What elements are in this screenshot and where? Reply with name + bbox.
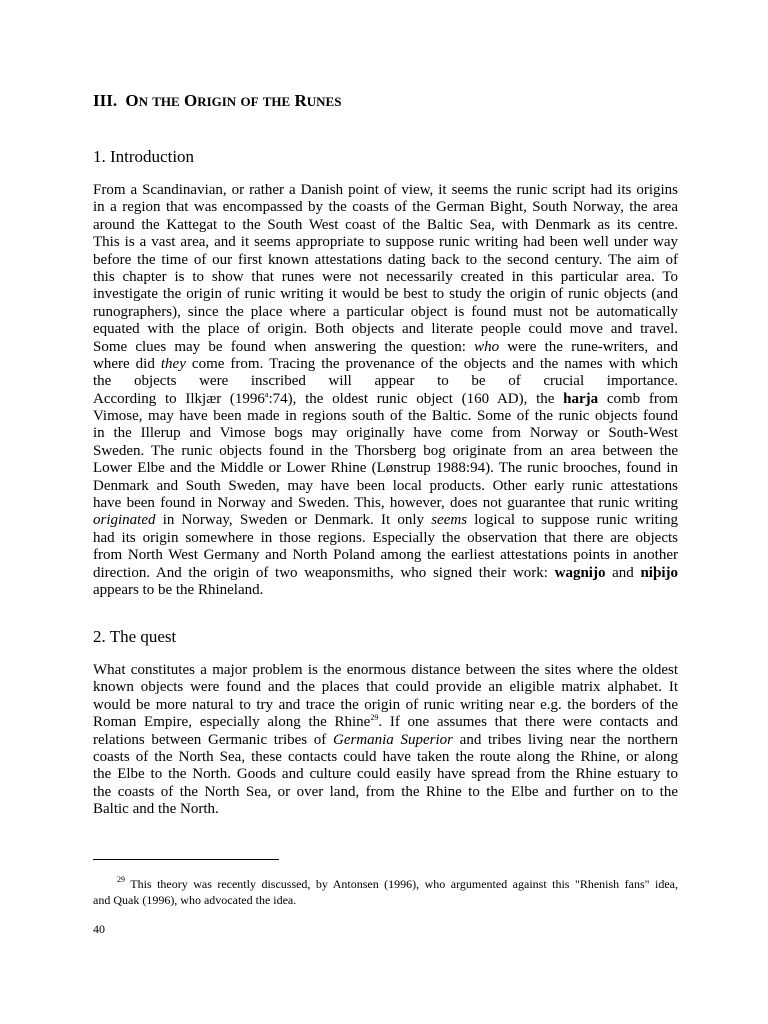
- text-line: [93, 732, 678, 749]
- text-run: the objects were inscribed will appear to be of crucial importance.: [93, 373, 678, 390]
- text-line: [93, 286, 678, 303]
- text-line: [93, 478, 678, 495]
- text-line: [93, 582, 678, 599]
- text-run: in Norway, Sweden or Denmark. It only: [155, 512, 432, 529]
- text-run: From a Scandinavian, or rather a Danish point of view, it seems the runic script had its origins: [93, 182, 678, 198]
- footnote-marker: 29: [117, 875, 125, 884]
- text-run: come from. Tracing the provenance of the objects and the names with which: [185, 355, 678, 372]
- title-smallcaps: OF: [240, 94, 259, 109]
- text-line: [93, 304, 678, 321]
- text-run: appears to be the Rhineland.: [93, 581, 264, 598]
- section-heading-introduction: 1. Introduction: [93, 147, 195, 166]
- text-run: This is a vast area, and it seems appropriate to suppose runic writing had been well under way: [93, 234, 678, 251]
- footnote-text-1: This theory was recently discussed, by Antonsen (1996), who argumented against this "Rhenish fans" idea,: [130, 877, 678, 891]
- text-line: [93, 234, 678, 251]
- text-run: equated with the place of origin. Both objects and literate people could move and travel.: [93, 321, 678, 338]
- text-run: the coasts of the North Sea, or over land, from the Rhine to the Elbe and further on to the: [93, 783, 678, 800]
- text-run: the Elbe to the North. Goods and culture could easily have spread from the Rhine estuary to: [93, 766, 678, 783]
- text-line: [93, 373, 678, 390]
- text-run: from North West Germany and North Poland among the earliest attestations points in another: [93, 547, 678, 564]
- chapter-title: [93, 91, 341, 111]
- title-capital: O: [183, 91, 198, 110]
- text-line: [93, 339, 678, 356]
- superscript: a: [264, 389, 269, 399]
- text-run: Denmark and South Sweden, may have been local products. Other early runic attestations: [93, 477, 678, 494]
- text-line: [93, 443, 678, 460]
- text-run: Sweden. The runic objects found in the Thorsberg bog originate from an area between the: [93, 442, 678, 459]
- text-run: :74), the oldest runic object (160 AD), the: [268, 390, 564, 407]
- text-line: [93, 679, 678, 696]
- italic-term: who: [474, 338, 500, 355]
- text-run: would be more natural to try and trace the origin of runic writing near e.g. the borders of the: [93, 696, 678, 713]
- text-run: this chapter is to show that runes were not necessarily created in this particular area. To: [93, 268, 678, 285]
- text-line: [93, 321, 678, 338]
- text-run: where did: [93, 355, 161, 372]
- text-line: [93, 495, 678, 512]
- text-line: [93, 565, 678, 582]
- title-smallcaps: RIGIN: [197, 94, 237, 109]
- bold-term: harja: [563, 390, 599, 407]
- footnote: [93, 876, 678, 908]
- text-line: [93, 391, 678, 408]
- introduction-paragraph: [93, 182, 678, 599]
- title-capital: O: [125, 91, 139, 110]
- text-line: [93, 714, 678, 731]
- text-run: relations between Germanic tribes of: [93, 731, 333, 748]
- italic-term: they: [160, 355, 186, 372]
- text-run: have been found in Norway and Sweden. This, however, does not guarantee that runic writing: [93, 495, 678, 512]
- text-run: known objects were found and the places that could provide an eligible matrix alphabet. It: [93, 679, 678, 696]
- text-run: Some clues may be found when answering the question:: [93, 338, 475, 355]
- text-run: before the time of our first known attestations dating back to the second century. The aim of: [93, 251, 678, 268]
- text-line: [93, 252, 678, 269]
- chapter-title-text: [125, 91, 341, 110]
- text-line: [93, 662, 678, 679]
- text-line: [93, 425, 678, 442]
- text-run: Vimose, may have been made in regions south of the Baltic. Some of the runic objects found: [93, 408, 678, 425]
- text-run: in a region that was encompassed by the coasts of the German Bight, South Norway, the area: [93, 199, 678, 216]
- text-line: [93, 697, 678, 714]
- chapter-number: III.: [93, 91, 118, 110]
- text-run: . If one assumes that there were contacts and: [378, 714, 678, 731]
- text-run: in the Illerup and Vimose bogs may originally have come from Norway or South-West: [93, 425, 678, 442]
- footnote-line-2: and Quak (1996), who advocated the idea.: [93, 893, 297, 907]
- footnote-divider: [93, 859, 279, 860]
- text-run: around the Kattegat to the South West coast of the Baltic Sea, with Denmark as its centre.: [93, 216, 678, 233]
- text-line: [93, 217, 678, 234]
- text-run: investigate the origin of runic writing it would be best to study the origin of runic objects (and: [93, 286, 678, 303]
- italic-term: originated: [93, 512, 156, 529]
- title-smallcaps: UNES: [306, 94, 342, 109]
- italic-term: Germania Superior: [332, 731, 453, 748]
- text-run: were the rune-writers, and: [499, 338, 678, 355]
- title-smallcaps: THE: [152, 94, 180, 109]
- text-line: [93, 356, 678, 373]
- title-smallcaps: THE: [262, 94, 291, 109]
- footnote-line-1: [93, 876, 678, 892]
- superscript: 29: [370, 713, 379, 723]
- text-line: [93, 512, 678, 529]
- text-run: What constitutes a major problem is the enormous distance between the sites where the oldest: [93, 662, 678, 678]
- text-line: [93, 460, 678, 477]
- text-run: coasts of the North Sea, these contacts could have taken the route along the Rhine, or along: [93, 748, 678, 765]
- text-run: direction. And the origin of two weaponsmiths, who signed their work:: [93, 564, 555, 581]
- text-line: [93, 749, 678, 766]
- text-run: Lower Elbe and the Middle or Lower Rhine (Lønstrup 1988:94). The runic brooches, found in: [93, 460, 678, 477]
- text-run: Baltic and the North.: [93, 801, 219, 818]
- text-line: [93, 547, 678, 564]
- section-heading-the-quest: 2. The quest: [93, 627, 177, 646]
- title-capital: R: [294, 91, 307, 110]
- bold-term: wagnijo: [554, 564, 606, 581]
- text-line: [93, 182, 678, 199]
- italic-term: seems: [431, 512, 468, 529]
- text-run: had its origin somewhere in those regions. Especially the observation that there are objects: [93, 529, 678, 546]
- text-line: [93, 530, 678, 547]
- text-run: comb from: [598, 390, 679, 407]
- text-run: and: [605, 564, 641, 581]
- text-line: [93, 784, 678, 801]
- text-run: According to Ilkjær (1996: [93, 390, 265, 407]
- text-line: [93, 199, 678, 216]
- page-number: 40: [93, 922, 105, 936]
- text-run: runographers), since the place where a particular object is found must not be automatically: [93, 303, 678, 320]
- text-line: [93, 801, 678, 818]
- text-line: [93, 269, 678, 286]
- text-line: [93, 408, 678, 425]
- text-line: [93, 766, 678, 783]
- bold-term: niþijo: [640, 564, 678, 581]
- title-smallcaps: N: [138, 94, 148, 109]
- quest-paragraph: [93, 662, 678, 819]
- text-run: logical to suppose runic writing: [467, 512, 679, 529]
- text-run: Roman Empire, especially along the Rhine: [93, 714, 371, 731]
- text-run: and tribes living near the northern: [453, 731, 679, 748]
